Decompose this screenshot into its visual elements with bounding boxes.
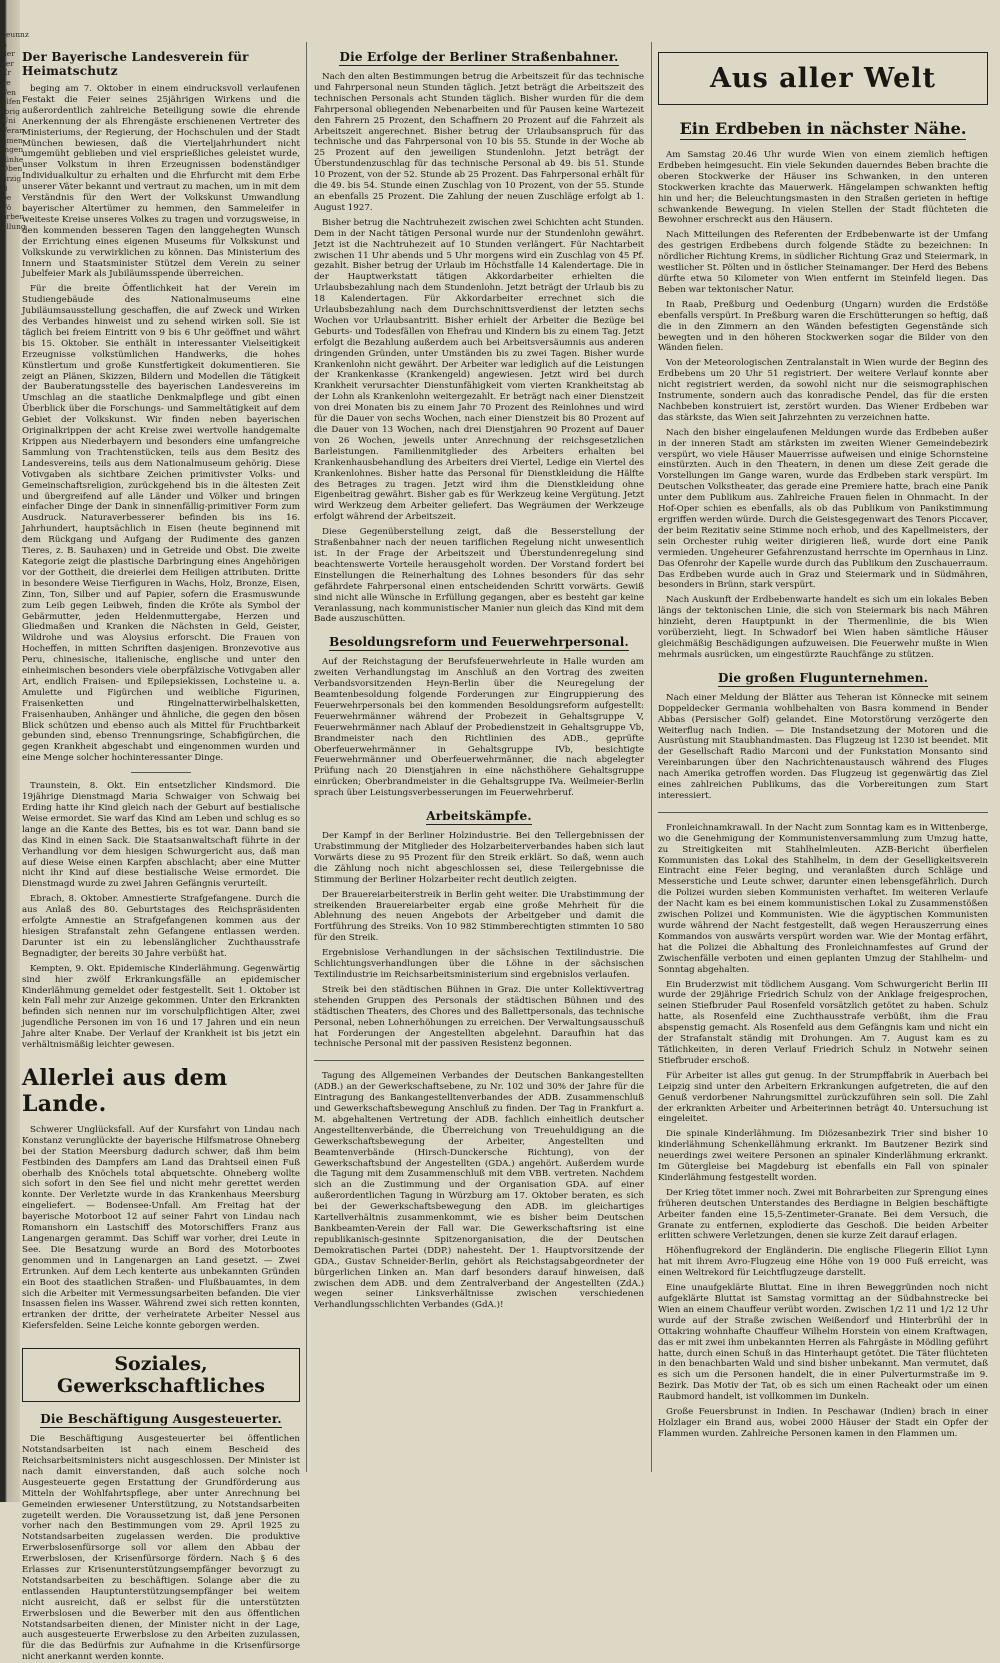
edge-text-line: ellung xyxy=(2,221,26,231)
edge-text-line: Uni xyxy=(2,116,16,126)
column-right xyxy=(658,40,988,1480)
separator xyxy=(131,772,191,773)
news-item-traunstein: Traunstein, 8. Okt. Ein entsetzlicher Kindsmord. Die 19jährige Dienstmagd Maria Schwaiger von Schwaig bei Erding hatte ihr Kind gleich nach der Geburt auf bestialische Weise ermordet. Sie warf das Kind am Leben und schlug es so lange an die Kante des Bettes, bis es tot war. Dann band sie das Kind in einen Sack. Die Staatsanwaltschaft führte in der Verhandlung vor dem hiesigen Schwurgericht aus, daß man auf diese Weise einen Karpfen abschlacht; aber eine Mutter nicht ihr Kind auf diese bestialische Weise ermordet. Die Dienstmagd wurde zu zwei Jahren Gefängnis verurteilt. xyxy=(22,781,300,890)
news-item-kempten: Kempten, 9. Okt. Epidemische Kinderlähmung. Gegenwärtig sind hier zwölf Erkrankungsfälle an epidemischer Kinderlähmung gemeldet oder festgestellt. Seit 1. Oktober ist kein Fall mehr zur Anzeige gekommen. Unter den Erkrankten befinden sich nennen nur im vorschulpflichtigen Alter, zwei jugendliche Personen im von 16 und 17 Jahren und ein neun Jahre alter Knabe. Der Verlauf der Krankheit ist bis jetzt ein verhältnismäßig leichter gewesen. xyxy=(22,963,300,1051)
edge-text-line: Veran xyxy=(2,125,25,135)
edge-text-line: Er xyxy=(2,68,12,78)
article-paragraph: beging am 7. Oktober in einem eindrucksvoll verlaufenen Festakt die Feier seines 25jährigen Wirkens und die außerordentlich zahlreiche Beteiligung sowie die ehrende Anerkennung der als Ehrengäste erschienenen Vertreter des Ministeriums, der Regierung, der Hochschulen und der Stadt München bewiesen, daß die Vierteljahrhundert nicht umgemüht geblieben und viel ersprießliches geleistet wurde, unser Volkstum in ihren Erzeugnissen bodenständiger Individualkultur zu erhalten und die Ehrfurcht mit dem Erbe unserer Väter bekannt und vertraut zu machen, um in mit dem Verständnis für den Wert der Volkskunst Umwandlung bayerischer Altertümer zu hemmen, den Sammeleifer in weiteste Kreise unseres Volkes zu tragen und vorzugsweise, in den kommenden besseren Tagen den langgehegten Wunsch der Errichtung eines eigenen Museums für Volkskunst und Volkskunde zu verwirklichen zu können. Das Ministerium des Innern und Staatsminister Stützel dem Verein zu seiner Jubelfeier Mark als Jubiläumsspende überreichen. xyxy=(22,84,300,280)
article-headline-arbeitskaempfe xyxy=(314,809,644,825)
edge-text-line: ve xyxy=(2,77,11,87)
separator xyxy=(314,1060,644,1061)
article-paragraph: Bisher betrug die Nachtruhezeit zwischen zwei Schichten acht Stunden. Dem in der Nacht tätigen Personal wurde nur der Stundenlohn gewährt. Jetzt ist die Nachtruhezeit auf 10 Stunden verlängert. Für Nachtarbeit zwischen 11 Uhr abends und 5 Uhr morgens wird ein Zuschlag von 45 Pf. gezahlt. Bisher betrug der Urlaub im Höchstfalle 14 Kalendertage. Die in der Hauptwerkstatt tätigen Akkordarbeiter erhielten die Urlaubsbezahlung nach dem Stundenlohn. Jetzt beträgt der Urlaub bis zu 18 Kalendertagen. Für Akkordarbeiter errechnet sich die Urlaubsbezahlung nach dem Durchschnittsverdienst der letzten sechs Wochen vor Urlaubsantritt. Bisher erhielt der Arbeiter die Bezüge bei Geburts- und Todesfällen von Ehefrau und Kindern bis zu einem Tag. Jetzt erfolgt die Bezahlung außerdem auch bei Arbeitsversäumnis aus anderen dringenden Gründen, unter Umständen bis zu zwei Tagen. Bisher wurde Krankenlohn nicht gewährt. Der Arbeiter war lediglich auf die Leistungen der Krankenkasse (Krankengeld) angewiesen. Jetzt wird bei durch Krankheit verursachter Dienstunfähigkeit vom vierten Krankheitstag ab der Lohn als Krankenlohn weitergezahlt. Er beträgt nach einer Dienstzeit von drei Monaten bis zu einem Jahr 70 Prozent des Reinlohnes und wird für die Dauer von sechs Wochen, nach einer Dienstzeit bis 80 Prozent auf die Dauer von 13 Wochen, nach drei Dienstjahren 90 Prozent auf Dauer von 26 Wochen, jeweils unter Anrechnung der reichsgesetzlichen Barleistungen. Familienmitglieder des Arbeiters erhalten bei Krankenhausbehandlung des Arbeiters drei Viertel, Ledige ein Viertel des Krankenlohnes. Bisher hatte das Personal für Dienstkleidung die Hälfte des Betrages zu tragen. Jetzt wird ihm die Dienstkleidung ohne Eigenbeitrag gewährt. Bisher gab es für Werkzeug keine Vergütung. Jetzt wird Werkzeug dem Arbeiter geliefert. Das Wegräumen der Werkzeuge erfolgt während der Arbeitszeit. xyxy=(314,217,644,523)
article-paragraph: Der Brauereiarbeiterstreik in Berlin geht weiter. Die Urabstimmung der streikenden Brauereiarbeiter ergab eine große Mehrheit für die Ablehnung des neuen Angebots der Arbeitgeber und damit die Fortführung des Streiks. Von 10 982 Stimmberechtigten stimmten 10 580 für den Streik. xyxy=(314,889,644,944)
section-title-allerlei: Allerlei aus dem Lande. xyxy=(22,1064,228,1117)
news-item: Für Arbeiter ist alles gut genug. In der Strumpffabrik in Auerbach bei Leipzig sind unter den Arbeitern Erkrankungen aufgetreten, die auf den Genuß verdorbener Nahrungsmittel zurückzuführen sein soll. Die Zahl der erkrankten Arbeiter und Arbeiterinnen beträgt 40. Untersuchung ist eingeleitet. xyxy=(658,1070,988,1125)
article-headline-flugunternehmen xyxy=(658,671,988,687)
section-box-soziales: Soziales, Gewerkschaftliches xyxy=(22,1348,300,1402)
news-item: Der Krieg tötet immer noch. Zwei mit Bohrarbeiten zur Sprengung eines früheren deutschen Unterstandes des Berdiagne in Belgien beschäftigte Arbeiter fanden eine 15,5-Zentimeter-Granate. Bei dem Versuch, die Granate zu entfernen, explodierte das Geschoß. Die beiden Arbeiter erlitten schwere Verletzungen, denen sie kurze Zeit darauf erlagen. xyxy=(658,1187,988,1242)
column-middle xyxy=(314,40,644,1480)
article-paragraph: Für die breite Öffentlichkeit hat der Verein im Studiengebäude des Nationalmuseums eine Jubiläumsausstellung geschaffen, die auf Zweck und Wirken des Verbandes hinweist und zu sehend wirken soll. Sie ist täglich bei freiem Eintritt von 9 bis 6 Uhr geöffnet und währt bis 15. Oktober. Sie enthält in interessanter Vielseitigkeit Erzeugnisse volkstümlichen Handwerks, die hohes Künstlertum und große Kunstfertigkeit dokumentieren. Sie zeigt an Plänen, Skizzen, Bildern und Modellen die Tätigkeit der Bauberatungsstelle des bayerischen Landesvereins im Umschlag an die staatliche Denkmalpflege und gibt einen Überblick über die Forschungs- und Sammeltätigkeit auf dem Gebiet der Volkskunst. Wir finden neben bayerischen Originalkrippen der acht Kreise zwei wertvolle handgemalte Krippen aus Niederbayern und besonders eine umfangreiche Sammlung von Trachtenstücken, teils aus dem Besitz des Landesvereins, teils aus dem Nationalmuseum gehörig. Diese Votivgaben als sichtbare Zeichen primitivster Volks- und Gemeinschaftsreligion, zurückgehend bis in die ältesten Zeit und übergreifend auf alle Länder und Völker und bringen einfacher Dinge der Dank in sinnenfällig-primitiver Form zum Ausdruck. Naturaverbesserer befinden bis ins 16. Jahrhundert, hauptsächlich in Eisen (heute beginnend mit dem Rückgang und Aufgang der Rudimente des ganzen Tieres, z. B. Sauhaxen) und in Getreide und Obst. Die zweite Kategorie zeigt die plastische Darbringung eines Angehörigen vor der Gottheit, die dreierlei dem Heiligen attributen. Dritte in besondere Weise Tierfiguren in Wachs, Holz, Bronze, Eisen, Zinn, Ton, Silber und auf Papier, sofern die Erasmuswunde zum Leib gegen Leibweh, finden die Kröte als Symbol der Gebärmutter, jeden Heldenmuttergabe, Herzen und Gliedmaßen und Kranken die Nächsten in Geld, Geister, Wildrohe und was Aloysius erforscht. Die Frauen von Hocheffen, in mitten Schriften dasjenigen. Bronzevotive aus Peru, chinesische, italienische, englische und unter den einheimischen besonders viele oberpfälzische Votivgaben aller Art, endlich Fraisen- und Epilepsiekissen, Lochsteine u. a. Amulette und Figürchen und weibliche Figurinen, Fraisenketten und Ringelnatterwirbelhalsketten, Fraisenhauben, Anhänger und ähnliche, die gegen den bösen Blick schützen und ebenso auch als Mittel für Fruchtbarkeit gebunden sind, ebenso Trennungsringe, Schabfigürchen, die gegen Krankheit abgeschabt und eingenommen wurden und eine Menge solcher hochinteressanter Dinge. xyxy=(22,284,300,764)
edge-text-line: orben xyxy=(2,212,25,222)
edge-text-line: elfen xyxy=(2,97,21,107)
headline-text: Arbeitskämpfe. xyxy=(426,809,532,824)
article-paragraph: Streik bei den städtischen Bühnen in Graz. Die unter Kollektivvertrag stehenden Gruppen des Personals der städtischen Bühnen und des städtischen Theaters, des Chores und des Ballettpersonals, das technische Personal, neben Lohnerhöhungen zu erreichen. Der Verwaltungsausschuß hat Forderungen der Angestellten abgelehnt. Daraufhin hat das technische Personal mit der passiven Resistenz begonnen. xyxy=(314,984,645,1050)
headline-text: Besoldungsreform und Feuerwehrpersonal. xyxy=(329,635,629,650)
article-paragraph: In Raab, Preßburg und Oedenburg (Ungarn) wurden die Erdstöße ebenfalls verspürt. In Preßburg waren die Erschütterungen so heftig, daß die in den Zimmern an den Wänden befestigten Gegenstände sich bewegten und in den höheren Stockwerken sogar die Bilder von den Wänden fielen. xyxy=(658,299,988,354)
news-item: Höhenflugrekord der Engländerin. Die englische Fliegerin Elliot Lynn hat mit ihrem Avro-Flugzeug eine Höhe von 19 000 Fuß erreicht, was einen Weltrekord für Leichtflugzeuge darstellt. xyxy=(658,1246,988,1279)
column-rule-2 xyxy=(651,42,652,1472)
article-paragraph: Auf der Reichstagung der Berufsfeuerwehrleute in Halle wurden am zweiten Verhandlungstag im Anschluß an den Vortrag des zweiten Verbandsvorsitzenden Heyn-Berlin über die Neuregelung der Beamtenbesoldung folgende Forderungen zur Eingruppierung des Feuerwehrpersonals bei den kommenden Besoldungsreform aufgestellt: Feuerwehrmänner während der Probezeit in Gehaltsgruppe V, Feuerwehrmänner nach Ablauf der Probedienstzeit in Gehaltsgruppe Vb, Brandmeister nach den Richtlinien des ADB., geprüfte Oberfeuerwehrmänner in Gehaltsgruppe IVb, besichtigte Feuerwehrmänner und Oberfeuerwehrmänner, die nach abgelegter Prüfung nach 20 Dienstjahren in eine nächsthöhere Gehaltsgruppe einrücken; Oberbrandmeister in die Gehaltsgruppe IVa. Weilmeier-Berlin sprach über Leistungsverbesserungen im Feuerwehrberuf. xyxy=(314,657,644,799)
article-paragraph: Nach Mitteilungen des Referenten der Erdbebenwarte ist der Umfang des gestrigen Erdbebens durch folgende Städte zu bezeichnen: In nördlicher Richtung Krems, in südlicher Richtung Graz und Steiermark, in westlicher St. Pölten und in östlicher Steinamanger. Der Herd des Bebens dürfte etwa 50 Kilometer von Wien entfernt im Steinfeld liegen. Das Beben war tektonischer Natur. xyxy=(658,230,988,295)
article-paragraph: Nach den alten Bestimmungen betrug die Arbeitszeit für das technische und Fahrpersonal neun Stunden täglich. Jetzt beträgt die Arbeitszeit des technischen Personals acht Stunden täglich. Bisher wurden für die dem Fahrpersonal obliegenden Nebenarbeiten und für Pausen keine Wartezeit den Fahrern 25 Prozent, den Schaffnern 20 Prozent auf die Fahrzeit als Arbeitszeit angerechnet. Bisher betrug der Urlaubsanspruch für das technische und das Fahrpersonal von 10 bis 55. Stunde in der Woche ab 25 Prozent auf den jeweiligen Stundenlohn. Jetzt beträgt der Überstundenzuschlag für das technische Personal ab 49. bis 51. Stunde 10 Prozent, von der 52. Stunde ab 25 Prozent. Das Fahrpersonal erhält für die 49. bis 54. Stunde einen Zuschlag von 10 Prozent, von der 55. Stunde an ebenfalls 25 Prozent. Die Zahlung der neuen Zuschläge erfolgt ab 1. August 1927. xyxy=(314,72,644,213)
edge-text-line: Ven xyxy=(2,87,16,97)
edge-text-line: erzig xyxy=(2,173,22,183)
article-paragraph: Ergebnislose Verhandlungen in der sächsischen Textilindustrie. Die Schlichtungsverhandlungen über die Löhne in der sächsischen Textilindustrie im Reichsarbeitsministerium sind ergebnislos verlaufen. xyxy=(314,948,644,980)
news-item: Die spinale Kinderlähmung. Im Diözesanbezirk Trier sind bisher 10 kinderlähmung Schenkellähmung erkrankt. Im Bautzener Bezirk sind neuerdings zwei weitere Personen an spinaler Kinderlähmung erkrankt. Im Gütergleise bei Magdeburg ist ebenfalls ein Fall von spinaler Kinderlähmung festgestellt worden. xyxy=(658,1129,988,1183)
news-item: Fronleichnamkrawall. In der Nacht zum Sonntag kam es in Wittenberge, wo die Genehmigung der Kommunistenversammlung zum Umzug hatte, zu Streitigkeiten mit Stahlhelmleuten. AZB-Bericht überfielen Kommunisten das Lokal des Stahlhelm, in dem der Geselligkeitsverein Eintracht eine Feier beging, und veranlaßten durch Schläge und Messerstiche und Leute schwer, darunter einen lebensgefährlich. Durch die Polizei wurden sieben Kommunisten verhaftet. Im weiteren Verlaufe der Nacht kam es bei einem kommunistischen Lokal zu Zusammenstößen zwischen Polizei und Kommunisten. Wie die ägyptischen Kommunisten wurde während der Nacht festgestellt, daß wegen Herauszerrung eines Kommandos von auswärts verspürt worden war. Wie der Montag erfährt, hat die Polizei die Abhaltung des Fronleichnamfestes auf Grund der Zwischenfälle verboten und einen geplanten Umzug der Stahlhelm- und Sonntag abgehalten. xyxy=(658,822,988,975)
news-item-ebrach: Ebrach, 8. Oktober. Amnestierte Strafgefangene. Durch die aus Anlaß des 80. Geburtstages des Reichspräsidenten erfolgte Amnestie an Strafgefangenen kommen aus der hiesigen Strafanstalt zehn Gefangene entlassen werden. Darunter ist ein zu lebenslänglicher Zuchthausstrafe Begnadigter, der bereits 30 Jahre verbüßt hat. xyxy=(22,894,300,959)
article-headline-erdbeben xyxy=(658,119,988,140)
article-paragraph: Diese Gegenüberstellung zeigt, daß die Besserstellung der Straßenbahner nach der neuen tariflichen Regelung nicht unwesentlich ist. In der Frage der Arbeitszeit und Überstundenregelung sind beachtenswerte Vorteile herausgeholt worden. Der Vorstand fordert bei Einstellungen die Reinerhaltung des Lohnes besonders für das sehr gefährdete Fahrpersonal einen entscheidenden Schritt vorwärts. Gewiß sind nicht alle Wünsche in Erfüllung gegangen, aber es besteht gar keine Veranlassung, nach kommunistischer Manier nun gleich das Kind mit dem Bade auszuschütten. xyxy=(314,527,644,625)
article-paragraph: Von der Meteorologischen Zentralanstalt in Wien wurde der Beginn des Erdbebens um 20 Uhr 51 registriert. Der weitere Verlauf konnte aber nicht registriert werden, da sowohl nicht nur die seismographischen Instrumente, sondern auch das konradische Pendel, das für die ersten Nachbeben konstruiert ist, zerstört wurden. Das Wiener Erdbeben war das stärkste, das Wien seit Jahrzehnten zu verzeichnen hatte. xyxy=(658,358,988,423)
edge-text-line: amen xyxy=(2,135,23,145)
article-paragraph: Nach Auskunft der Erdbebenwarte handelt es sich um ein lokales Beben längs der tektonischen Linie, die sich von Steiermark bis nach Mähren hinzieht, deren Hauptpunkt in der Thermenlinie, die bis Wien vorüberzieht, liegt. In Schwadorf bei Wien haben sämtliche Häuser gleichmäßig Beschädigungen aufzuweisen. Die Feuerwehr mußte in Wien mehrmals ausrücken, um eingestürzte Rauchfänge zu stützen. xyxy=(658,595,988,660)
article-paragraph: Nach den bisher eingelaufenen Meldungen wurde das Erdbeben außer in der inneren Stadt am stärksten im zweiten Wiener Gemeindebezirk verspürt, wo viele Häuser Mauerrisse aufweisen und einige Schornsteine einstürzten. Auch in den Theatern, in denen um diese Zeit gerade die Vorstellungen im Gange waren, wurde das Erdbeben stark verspürt. Im Deutschen Volkstheater, das gerade eine Premiere hatte, brach eine Panik unter dem Publikum aus. Zahlreiche Frauen fielen in Ohnmacht. In der Hof-Oper schien es ebenfalls, als ob das Publikum von Panikstimmung ergriffen werden würde. Durch die Geistesgegenwart des Tenors Piccaver, der beim Rezitativ seine Stimme noch erhob, und des Kapellmeisters, der sein Orchester ruhig weiter dirigieren ließ, wurde dort eine Panik vermieden. Ungeheurer Gefahrenzustand herrschte im Opernhaus in Linz. Das Ofenrohr der Kapelle wurde durch das Publikum den Zuschauerraum. Das Erdbeben wurde auch in Graz und Steiermark und in Südmähren, besonders in Brünn, stark verspürt. xyxy=(658,427,988,591)
headline-text: Die Beschäftigung Ausgesteuerter. xyxy=(40,1412,282,1427)
article-paragraph: Am Samstag 20.46 Uhr wurde Wien von einem ziemlich heftigen Erdbeben heimgesucht. Ein viele Sekunden dauerndes Beben brachte die oberen Stockwerke der Häuser ins Schwanken, in den unteren Stockwerken krachte das Mauerwerk. Hängelampen schwankten heftig hin und her; die Beleuchtungsmasten in den Straßen gerieten in heftige schwankende Bewegung. In vielen Stellen der Stadt flüchteten die Bewohner erschreckt aus den Häusern. xyxy=(658,150,988,226)
edge-text-line: be xyxy=(2,193,12,203)
edge-text-line: Oben xyxy=(2,164,23,174)
article-headline-strassenbahner xyxy=(314,50,644,66)
edge-text-line: B xyxy=(2,183,8,193)
article-headline-heimatschutz: Der Bayerische Landesverein für Heimatschutz xyxy=(22,50,249,78)
edge-text-line: ser xyxy=(2,58,14,68)
edge-text-line: zeunnz xyxy=(2,30,29,39)
article-paragraph: Der Kampf in der Berliner Holzindustrie. Bei den Tellergebnissen der Urabstimmung der Mitglieder des Holzarbeiterverbandes haben sich laut Vorwärts diese zu 95 Prozent für den Streik erklärt. So daß, wenn auch die Zählung noch nicht abgeschlossen sei, diese Teilergebnisse die Stimmung der Berliner Holzarbeiter recht deutlich zeigten. xyxy=(314,831,644,885)
section-box-aus-aller-welt: Aus aller Welt xyxy=(658,52,988,105)
edge-text-line: n der xyxy=(2,39,15,59)
headline-text: Ein Erdbeben in nächster Nähe. xyxy=(679,119,967,138)
article-headline-feuerwehr xyxy=(314,635,644,651)
edge-text-line: ibrig xyxy=(2,106,20,116)
headline-text: Die Erfolge der Berliner Straßenbahner. xyxy=(339,50,619,64)
edge-text-line: jünhe xyxy=(2,154,24,164)
article-paragraph: Tagung des Allgemeinen Verbandes der Deutschen Bankangestellten (ADB.) an der Gewerkschaftsebene, zu Nr. 102 und 30% der Jahre für die Eintragung des Bankangestelltenverbandes der ADB. Zusammenschluß und Gewerkschaftsbewegung Anschluß zu finden. Der Tag in Frankfurt a. M. abgehaltenen Vertretung der ADB. fachlich einheitlich deutscher Angestelltenverbände, die Überreichung von Treuehuldigung an die Gewerkschaftsbewegung der Arbeiter, Angestellten und Beamtenverbände (Hirsch-Dunckersche Richtung), von der Gewerkschaftsbund der Angestellten (GDA.) angehört. Außerdem wurde die Tagung mit dem Zusammenschluß mit dem VBB. vertreten. Nachdem sich an die Zustimmung und der Organisation GDA. auf einer außerordentlichen Tagung in Würzburg am 17. Oktober beraten, es sich bei der Gewerkschaftsbewegung den ADB. im gleichartiges Kartellverhältnis zusammenkommt, wie es bisher beim Deutschen Bankbeamten-Verein der Fall war. Die Gewerkschaftsring ist eine republikanisch-gesinnte Spitzenorganisation, die der Deutschen Demokratischen Partei (DDP.) nahesteht. Der 1. Hauptvorsitzende der GDA., Gustav Schneider-Berlin, gehört als Reichstagsabgeordneter der bürgerlichen Linken an. Man darf besonders darauf hinweisen, daß zwischen dem ADB. und dem Zentralverband der Angestellten (ZdA.) wegen seiner Linksverhältnisse zwischen verschiedenen Verhandlungsschlichten Verbandes (GdA.)! xyxy=(314,1071,644,1311)
separator xyxy=(658,812,988,813)
article-headline-ausgesteuerte xyxy=(22,1412,300,1428)
news-item-unglueck: Schwerer Unglücksfall. Auf der Kursfahrt von Lindau nach Konstanz verunglückte der bayerische Hilfsmatrose Ohneberg bei der Station Meersburg dadurch schwer, daß ihm beim Festbinden des Dampfers am Land das Drahtseil einen Fuß oberhalb des Knöchels total abquetschte. Ohneberg wollte sich sofort in den See fiel und nicht mehr gerettet werden konnte. Der Verletzte wurde in das Krankenhaus Meersburg eingeliefert. — Bodensee-Unfall. Am Freitag hat der bayerische Motorboot 12 auf seiner Fahrt von Lindau nach Romanshorn ein Lastschiff des Motorschiffers Franz aus Langenargen gerammt. Das Schiff war vorher, drei Leute in See. Die Besatzung wurde an Bord des Motorbootes genommen und in Langenargen an Land gesetzt. — Zwei Ertrunken. Auf dem Lech kenterte aus unbekannten Gründen ein Boot des staatlichen Straßen- und Flußbauamtes, in dem sich die Arbeiter mit Vermessungsarbeiten befanden. Die vier Insassen fielen ins Wasser. Während zwei sich retten konnten, ertranken der dritte, der verheiratete Arbeiter Nessel aus Kiefersfelden. Seine Leiche konnte geborgen werden. xyxy=(22,1124,300,1332)
edge-text-line: Fö xyxy=(2,202,12,212)
news-item: Eine unaufgeklärte Bluttat. Eine in ihren Beweggründen noch nicht aufgeklärte Bluttat ist Samstag vormittag an der Südbahnstrecke bei Wien an einem Chauffeur verübt worden. Zwischen 1/2 11 und 1/2 12 Uhr wurde auf der Straße zwischen Weißendorf und Hinterbrühl der in Ottakring wohnhafte Chauffeur Wilhelm Horstein von einem Kraftwagen, das er mit zwei ihm unbekannten Herren als Fahrgäste in Mödling geführt hatte, durch einen Schuß in das Hinterhaupt getötet. Die Täter flüchteten in den benachbarten Wald und sind bisher unbekannt. Man vermutet, daß es sich um die Personen handelt, die in einer Pulverturmstraße im 9. Bezirk. Das Motiv der Tat, ob es sich um einen Racheakt oder um einen Raubmord handelt, ist vollkommen im Dunkeln. xyxy=(658,1283,988,1403)
news-item: Große Feuersbrunst in Indien. In Peschawar (Indien) brach in einer Holzlager ein Brand aus, wobei 2000 Häuser der Stadt ein Opfer der Flammen wurden. Zahlreiche Personen kamen in den Flammen um. xyxy=(658,1407,988,1439)
news-item: Ein Bruderzwist mit tödlichem Ausgang. Vom Schwurgericht Berlin III wurde der 29jährige Friedrich Schulz von der Anklage freigesprochen, seinen Stiefbruder Paul Rosenfeld vorsätzlich getötet zu haben. Schulz hatte, als Rosenfeld eine Zuchthausstrafe verbüßt, ihm die Frau abspenstig gemacht. Als Rosenfeld aus dem Gefängnis kam und nicht ein der Strafanstalt ständig mit Drohungen. Am 7. August kam es zu Tätlichkeiten, in deren Verlauf Friedrich Schulz in Notwehr seinen Stiefbruder erschoß. xyxy=(658,979,988,1066)
article-paragraph: Nach einer Meldung der Blätter aus Teheran ist Könnecke mit seinem Doppeldecker Germania wohlbehalten von Basra kommend in Bender Abbas (Persischer Golf) gelandet. Eine Motorstörung verzögerte den Weiterflug nach Indien. — Die Instandsetzung der Motoren und die Ausrüstung mit Staubhandmasten. Das Flugzeug ist 1230 ist beendet. Mit der Gesellschaft Radio Marconi und der Funkstation Monsanto sind Vereinbarungen über den Nachrichtenaustausch während des Fluges nach Amerika getroffen worden. Das Flugzeug ist gegenwärtig das Ziel eines zahlreichen Publikums, das die Vorbereitungen zum Start interessiert. xyxy=(658,692,988,801)
column-left xyxy=(22,40,300,1663)
edge-text-fragment xyxy=(2,30,29,231)
article-paragraph: Die Beschäftigung Ausgesteuerter bei öffentlichen Notstandsarbeiten ist nach einem Bescheid des Reichsarbeitsministers nicht ausgeschlossen. Der Minister ist nach damit einverstanden, daß auch solche noch Ausgesteuerte gegen Erstattung der Grundförderung aus Mitteln der Wohlfahrtspflege, aber unter Anrechnung bei Gemeinden erwiesener Unterstützung, zu Notstandsarbeiten zugeteilt werden. Die Voraussetzung ist, daß jene Personen vorher nach den Bestimmungen vom 29. April 1925 zu Notstandsarbeiten zugelassen werden. Die produktive Erwerbslosenfürsorge soll vor allem den Abbau der Erwerbslosen, der Krisenfürsorge fördern. Nach § 6 des Erlasses zur Krisenunterstützungsempfänger bevorzugt zu Notstandsarbeiten zu beschäftigen. Solange aber die zu entlassenden Hauptunterstützungsempfänger bei weitem nicht ausreicht, daß er selbst für die unterstützten Erwerbslosen und die Bewerber mit den aus öffentlichen Notstandsarbeiten dienen, der Minister nicht in der Lage, auch ausgesteuerte Erwerbslose zu den Arbeiten zuzulassen, für die das Bedürfnis zur Aufnahme in die Krisenfürsorge nicht anerkannt werden konnte. xyxy=(22,1434,300,1663)
edge-text-line: mgen xyxy=(2,145,24,155)
headline-text: Die großen Flugunternehmen. xyxy=(717,670,928,685)
column-rule-1 xyxy=(306,42,307,1472)
